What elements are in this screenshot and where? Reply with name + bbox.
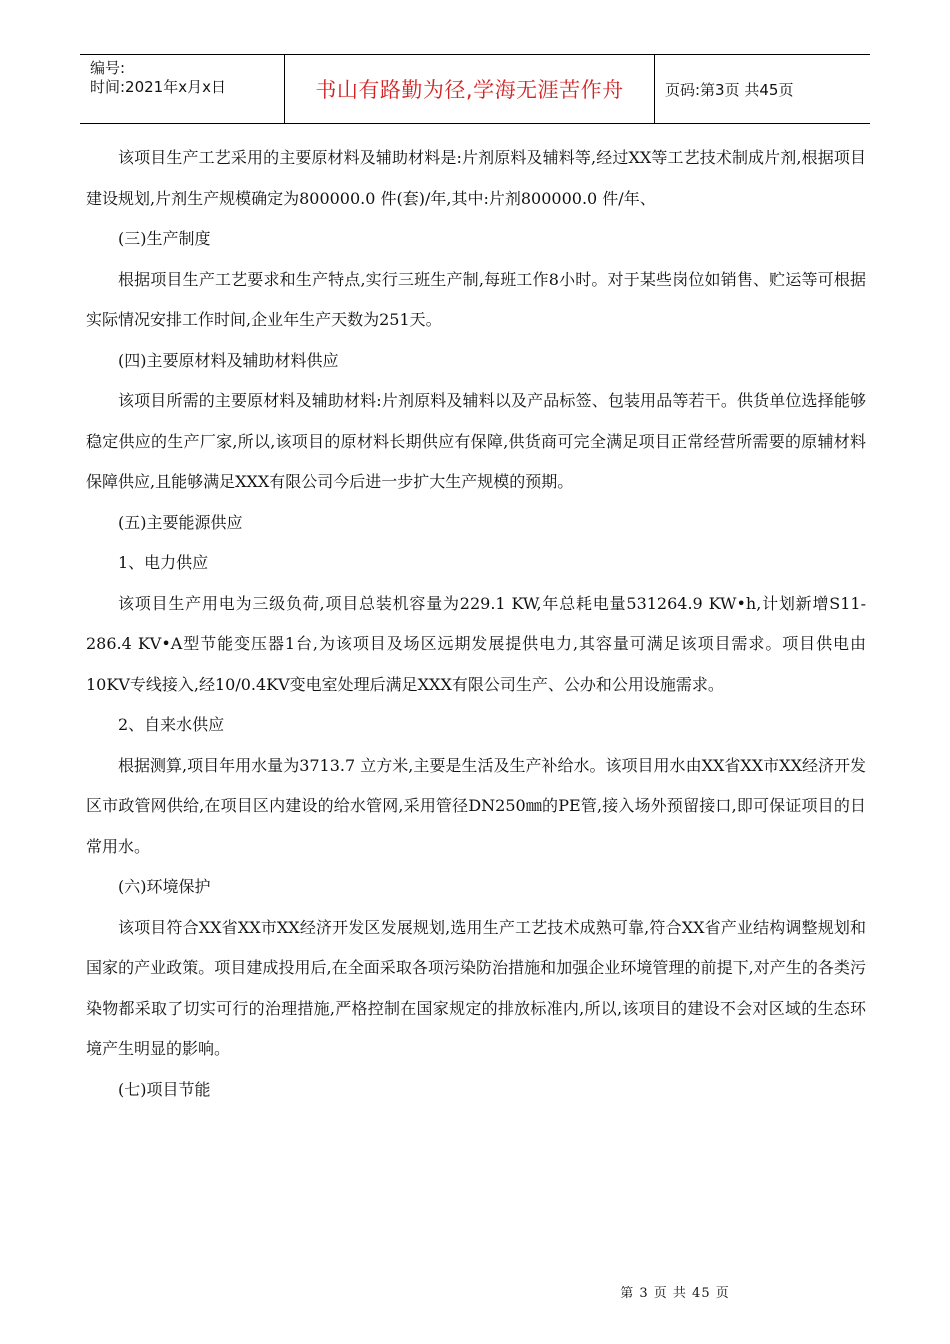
body-paragraph: 根据项目生产工艺要求和生产特点,实行三班生产制,每班工作8小时。对于某些岗位如销售、贮运等可根据实际情况安排工作时间,企业年生产天数为251天。 [86,269,866,329]
footer-page-number: 第 3 页 共 45 页 [620,1286,730,1301]
page-header [80,54,870,124]
section-heading: (三)生产制度 [118,229,211,248]
page-footer [0,1282,950,1301]
body-paragraph: 该项目生产用电为三级负荷,项目总装机容量为229.1 KW,年总耗电量531264.9 KW•h,计划新增S11-286.4 KV•A型节能变压器1台,为该项目及场区远期发展提供电力,其容量可满足该项目需求。项目供电由10KV专线接入,经10/0.4KV变电室处理后满足XXX有限公司生产、公办和公用设施需求。 [86,593,866,694]
header-meta [80,55,284,123]
section-heading: (五)主要能源供应 [118,512,243,532]
document-date: 时间:2021年x月x日 [90,78,226,96]
document-body [86,138,866,1110]
header-page-info: 页码:第3页 共45页 [665,80,794,99]
body-paragraph: 根据测算,项目年用水量为3713.7 立方米,主要是生活及生产补给水。该项目用水由XX省XX市XX经济开发区市政管网供给,在项目区内建设的给水管网,采用管径DN250㎜的PE管,接入场外预留接口,即可保证项目的日常用水。 [86,755,866,856]
body-paragraph: 该项目所需的主要原材料及辅助材料:片剂原料及辅料以及产品标签、包装用品等若干。供货单位选择能够稳定供应的生产厂家,所以,该项目的原材料长期供应有保障,供货商可完全满足项目正常经营所需要的原辅材料保障供应,且能够满足XXX有限公司今后进一步扩大生产规模的预期。 [86,391,866,491]
section-heading: 1、电力供应 [118,553,209,572]
section-heading: 2、自来水供应 [118,715,225,734]
header-motto: 书山有路勤为径,学海无涯苦作舟 [284,55,655,123]
document-number-label: 编号: [90,59,126,77]
body-paragraph: 该项目符合XX省XX市XX经济开发区发展规划,选用生产工艺技术成熟可靠,符合XX省产业结构调整规划和国家的产业政策。项目建成投用后,在全面采取各项污染防治措施和加强企业环境管理的前提下,对产生的各类污染物都采取了切实可行的治理措施,严格控制在国家规定的排放标准内,所以,该项目的建设不会对区域的生态环境产生明显的影响。 [86,917,866,1058]
section-heading: (四)主要原材料及辅助材料供应 [118,350,339,370]
section-heading: (六)环境保护 [118,877,211,896]
section-heading: (七)项目节能 [118,1079,211,1099]
body-paragraph: 该项目生产工艺采用的主要原材料及辅助材料是:片剂原料及辅料等,经过XX等工艺技术制成片剂,根据项目建设规划,片剂生产规模确定为800000.0 件(套)/年,其中:片剂800000.0 件/年、 [86,148,866,208]
